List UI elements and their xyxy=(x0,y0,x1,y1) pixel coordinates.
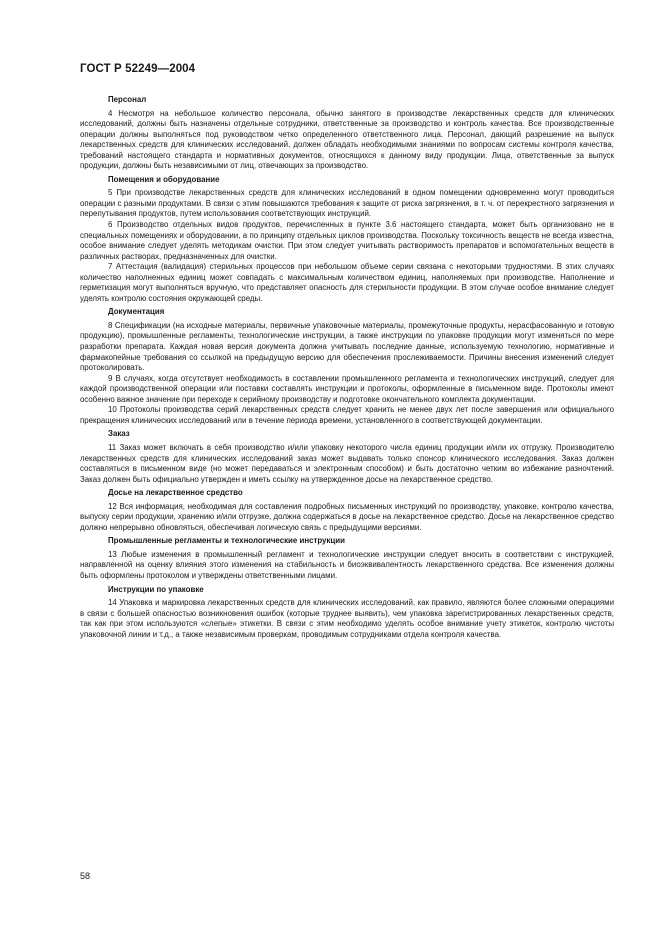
paragraph-9: 9 В случаях, когда отсутствует необходимость в составлении промышленного регламента и технологических инструкций, следует для каждой производственной операции или поставки составлять инструкции и протоколы, оформленные в письменном виде. Протоколы имеют особенно важное значение при переходе к серийному производству и подготовке окончательного комплекта документации. xyxy=(80,373,614,404)
section-heading-personnel: Персонал xyxy=(108,95,147,104)
page-number: 58 xyxy=(80,871,91,881)
paragraph-10: 10 Протоколы производства серий лекарственных средств следует хранить не менее двух лет после завершения или официального прекращения клинических исследований или в течение периода времени, установленного в соответствующей документации. xyxy=(80,405,614,425)
paragraph-6: 6 Производство отдельных видов продуктов, перечисленных в пункте 3.6 настоящего стандарта, может быть организовано не в специальных помещениях и оборудовании, а по принципу отдельных циклов производства. Поскольку токсичность веществ не всегда известна, особое внимание следует уделять методикам очистки. При этом следует учитывать растворимость препаратов и вспомогательных веществ в различных растворах, предназначенных для очистки. xyxy=(80,220,614,261)
paragraph-8: 8 Спецификации (на исходные материалы, первичные упаковочные материалы, промежуточные продукты, нерасфасованную и готовую продукцию), промышленные регламенты, технологические инструкции, а также инструкции по упаковке продукции могут изменяться по мере разработки препарата. Каждая новая версия документа должна учитывать последние данные, используемую технологию, нормативные и фармакопейные требования со ссылкой на предыдущую версию для обеспечения прослеживаемости. Причины внесения изменений следует протоколировать. xyxy=(80,320,614,373)
paragraph-7: 7 Аттестация (валидация) стерильных процессов при небольшом объеме серии связана с некоторыми трудностями. В этих случаях количество наполненных единиц может совпадать с максимальным количеством единиц, наполняемых при производстве. Наполнение и герметизация могут выполняться вручную, что представляет опасность для стерильности продукции. В этом случае особое внимание следует уделять контролю состояния окружающей среды. xyxy=(80,262,614,303)
paragraph-14: 14 Упаковка и маркировка лекарственных средств для клинических исследований, как правило, являются более сложными операциями в связи с большей опасностью возникновения ошибок (которые труднее выявить), чем упаковка зарегистрированных лекарственных средств, так как при этом используются «слепые» этикетки. В связи с этим необходимо уделять особое внимание учету этикеток, контролю чистоты упаковочной линии и т.д., а также независимым проверкам, проводимым сотрудниками отдела контроля качества. xyxy=(80,598,614,639)
section-heading-order: Заказ xyxy=(108,429,130,439)
paragraph-13: 13 Любые изменения в промышленный регламент и технологические инструкции следует вносить в соответствии с инструкцией, направленной на оценку влияния этого изменения на стабильность и биоэквивалентность лекарственного средства. Все изменения должны быть оформлены протоколом и утверждены ответственными лицами. xyxy=(80,549,614,580)
paragraph-11: 11 Заказ может включать в себя производство и/или упаковку некоторого числа единиц продукции и/или их отгрузку. Производителю лекарственных средств для клинических исследований заказ может выдавать только спонсор клинического исследования. Заказ должен составляться в письменном виде (но может передаваться и электронным способом) и быть достаточно четким во избежание разночтений. Заказ должен быть официально утвержден и иметь ссылку на утвержденное досье на лекарственное средство. xyxy=(80,442,614,484)
paragraph-5: 5 При производстве лекарственных средств для клинических исследований в одном помещении одновременно могут проводиться операции с разными продуктами. В связи с этим повышаются требования к защите от риска загрязнения, в т. ч. от перекрестного загрязнения и перепутывания продуктов, путем использования соответствующих инструкций. xyxy=(80,188,614,219)
paragraph-12: 12 Вся информация, необходимая для составления подробных письменных инструкций по производству, упаковке, контролю качества, выпуску серии продукции, хранению и/или отгрузке, должна содержаться в досье на лекарственное средство. Досье на лекарственное средство должно непрерывно обновляться, обеспечивая логическую связь с предыдущими версиями. xyxy=(80,501,614,532)
section-heading-regulations: Промышленные регламенты и технологические инструкции xyxy=(108,536,345,546)
section-heading-packaging: Инструкции по упаковке xyxy=(108,584,204,594)
section-heading-dossier: Досье на лекарственное средство xyxy=(108,488,243,498)
document-body xyxy=(80,92,614,640)
section-heading-documentation: Документация xyxy=(108,307,165,317)
paragraph-4: 4 Несмотря на небольшое количество персонала, обычно занятого в производстве лекарственных средств для клинических исследований, должны быть назначены отдельные сотрудники, ответственные за производство и контроль качества. Все производственные операции должны выполняться под руководством четко определенного ответственного лица. Персонал, дающий разрешение на выпуск лекарственных средств для клинических исследований, должен обладать необходимыми знаниями по вопросам системы контроля качества, требований настоящего стандарта и нормативных документов, относящихся к данному виду продукции. Лица, ответственные за выпуск продукции, должны быть независимыми от лиц, отвечающих за производство. xyxy=(80,108,614,171)
section-heading-premises: Помещения и оборудование xyxy=(108,174,220,184)
document-header: ГОСТ Р 52249—2004 xyxy=(80,63,196,75)
